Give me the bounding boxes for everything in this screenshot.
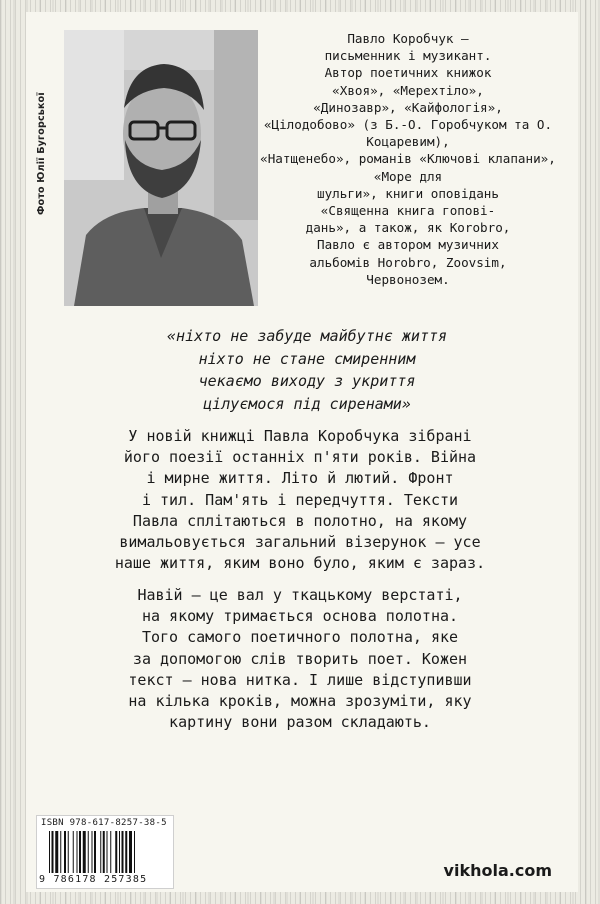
description-paragraph-2: [36, 585, 564, 733]
bio-line: «Хвоя», «Мерехтіло»,: [332, 82, 484, 98]
barcode-stripe: [100, 831, 101, 873]
barcode-stripe: [83, 831, 86, 873]
barcode-stripe: [122, 831, 124, 873]
paragraph-line: Того самого поетичного полотна, яке: [141, 628, 459, 647]
barcode-stripe: [52, 831, 54, 873]
barcode-stripe: [107, 831, 108, 873]
paragraph-line: за допомогою слів творить поет. Кожен: [132, 649, 468, 668]
paragraph-line: вимальовується загальний візерунок – усе: [119, 533, 481, 552]
quote-line: ніхто не стане смиренним: [198, 349, 416, 368]
bio-line: Павло Коробчук –: [347, 31, 469, 46]
isbn-barcode: [36, 815, 174, 889]
paragraph-line: наше життя, яким воно було, яким є зараз.: [114, 554, 486, 573]
publisher-url: vikhola.com: [443, 861, 552, 880]
paragraph-line: і тил. Пам'ять і передчуття. Тексти: [141, 490, 459, 509]
bio-line: шульги», книги оповідань: [317, 185, 499, 201]
paragraph-line: його поезії останніх п'яти років. Війна: [123, 448, 477, 467]
description-paragraph-1: [36, 426, 564, 574]
barcode-stripe: [77, 831, 78, 873]
bio-line: «Натщенебо», романів «Ключові клапани», «Море для: [260, 151, 556, 184]
bio-line: «Динозавр», «Кайфологія»,: [313, 99, 503, 115]
bio-line: альбомів Horobro, Zoovsim,: [309, 254, 507, 270]
barcode-stripe: [92, 831, 93, 873]
paragraph-line: Навій – це вал у ткацькому верстаті,: [137, 586, 463, 604]
bio-line: Автор поетичних книжок: [324, 65, 492, 81]
quote-line: цілуємося під сиренами»: [203, 394, 411, 413]
bio-line: «Священна книга гопові-: [320, 203, 496, 219]
barcode-stripe: [134, 831, 135, 873]
barcode-stripe: [94, 831, 96, 873]
bio-line: Червонозем.: [366, 271, 450, 287]
paragraph-line: картину вони разом складають.: [169, 713, 431, 732]
barcode-stripe: [88, 831, 89, 873]
author-portrait-image: [64, 30, 258, 306]
barcode-stripe: [125, 831, 127, 873]
bio-line: Павло є автором музичних: [317, 237, 499, 253]
quote-line: «ніхто не забуде майбутнє життя: [167, 327, 447, 345]
poem-quote: [52, 325, 562, 415]
paragraph-line: на якому тримається основа полотна.: [141, 607, 459, 626]
bio-line: «Цілодобово» (з Б.-О. Горобчуком та О. Коцаревим),: [263, 117, 553, 150]
author-bio: [258, 30, 558, 288]
barcode-bars: [49, 831, 165, 873]
barcode-stripe: [49, 831, 50, 873]
bio-line: письменник і музикант.: [324, 48, 492, 64]
barcode-stripe: [119, 831, 120, 873]
barcode-stripe: [55, 831, 58, 873]
isbn-label: ISBN 978-617-8257-38-5: [41, 818, 167, 828]
barcode-stripe: [68, 831, 69, 873]
barcode-stripe: [79, 831, 81, 873]
paragraph-line: і мирне життя. Літо й лютий. Фронт: [146, 469, 454, 488]
paragraph-line: на кілька кроків, можна зрозуміти, яку: [128, 692, 472, 711]
paragraph-line: Павла сплітаються в полотно, на якому: [132, 511, 468, 530]
paragraph-line: У новій книжці Павла Коробчука зібрані: [128, 427, 472, 445]
author-photo: [64, 30, 258, 306]
barcode-stripe: [110, 831, 111, 873]
barcode-digits: 9 786178 257385: [39, 874, 148, 885]
photo-credit: Фото Юлії Бугорської: [36, 92, 47, 215]
paragraph-line: текст – нова нитка. І лише відступивши: [128, 670, 472, 689]
barcode-stripe: [64, 831, 66, 873]
barcode-stripe: [115, 831, 117, 873]
barcode-stripe: [103, 831, 105, 873]
quote-line: чекаємо виходу з укриття: [198, 372, 416, 390]
bio-line: дань», а також, як Korobro,: [305, 220, 511, 236]
barcode-stripe: [73, 831, 74, 873]
barcode-stripe: [129, 831, 132, 873]
barcode-stripe: [60, 831, 61, 873]
